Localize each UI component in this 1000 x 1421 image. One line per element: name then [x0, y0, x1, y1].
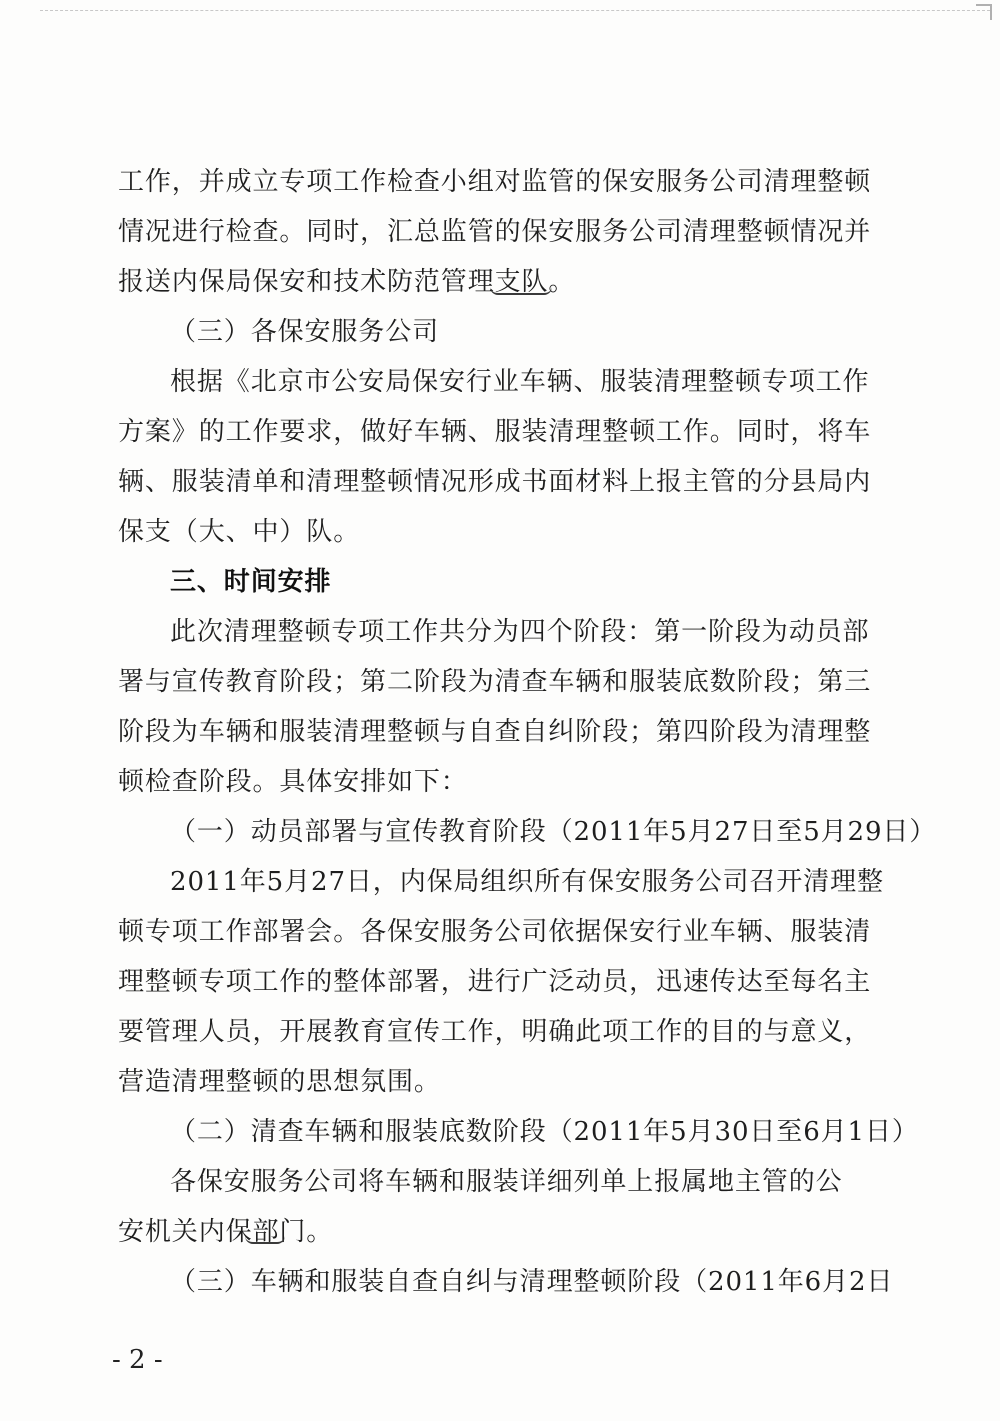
text-line: 根据《北京市公安局保安行业车辆、服装清理整顿专项工作 [170, 367, 870, 397]
handwritten-underline-mark [490, 287, 552, 295]
text-line: 保支（大、中）队。 [118, 517, 361, 547]
text-line: 工作，并成立专项工作检查小组对监管的保安服务公司清理整顿 [118, 167, 872, 197]
text-line: 此次清理整顿专项工作共分为四个阶段：第一阶段为动员部 [170, 617, 870, 647]
text-line: 理整顿专项工作的整体部署，进行广泛动员，迅速传达至每名主 [118, 967, 872, 997]
text-line: 阶段为车辆和服装清理整顿与自查自纠阶段；第四阶段为清理整 [118, 717, 872, 747]
text-line: 辆、服装清单和清理整顿情况形成书面材料上报主管的分县局内 [118, 467, 872, 497]
text-line: 报送内保局保安和技术防范管理支队。 [118, 267, 576, 297]
handwritten-underline-mark [245, 1236, 285, 1244]
text-line: 方案》的工作要求，做好车辆、服装清理整顿工作。同时，将车 [118, 417, 872, 447]
text-line: 2011年5月27日，内保局组织所有保安服务公司召开清理整 [170, 867, 884, 897]
scan-edge-line [40, 10, 990, 11]
text-line: 顿专项工作部署会。各保安服务公司依据保安行业车辆、服装清 [118, 917, 872, 947]
page-number: - 2 - [112, 1345, 163, 1375]
section-subheading: （三）各保安服务公司 [170, 317, 440, 347]
scan-corner-mark [976, 4, 992, 20]
text-line: 安机关内保部门。 [118, 1217, 334, 1247]
text-line: 营造清理整顿的思想氛围。 [118, 1067, 441, 1097]
section-heading: 三、时间安排 [170, 567, 332, 597]
section-subheading: （一）动员部署与宣传教育阶段（2011年5月27日至5月29日） [170, 817, 937, 847]
section-subheading: （二）清查车辆和服装底数阶段（2011年5月30日至6月1日） [170, 1117, 919, 1147]
text-line: 各保安服务公司将车辆和服装详细列单上报属地主管的公 [170, 1167, 843, 1197]
text-line: 顿检查阶段。具体安排如下： [118, 767, 468, 797]
text-line: 署与宣传教育阶段；第二阶段为清查车辆和服装底数阶段；第三 [118, 667, 872, 697]
text-line: 要管理人员，开展教育宣传工作，明确此项工作的目的与意义， [118, 1017, 872, 1047]
section-subheading: （三）车辆和服装自查自纠与清理整顿阶段（2011年6月2日 [170, 1267, 894, 1297]
text-line: 情况进行检查。同时，汇总监管的保安服务公司清理整顿情况并 [118, 217, 872, 247]
